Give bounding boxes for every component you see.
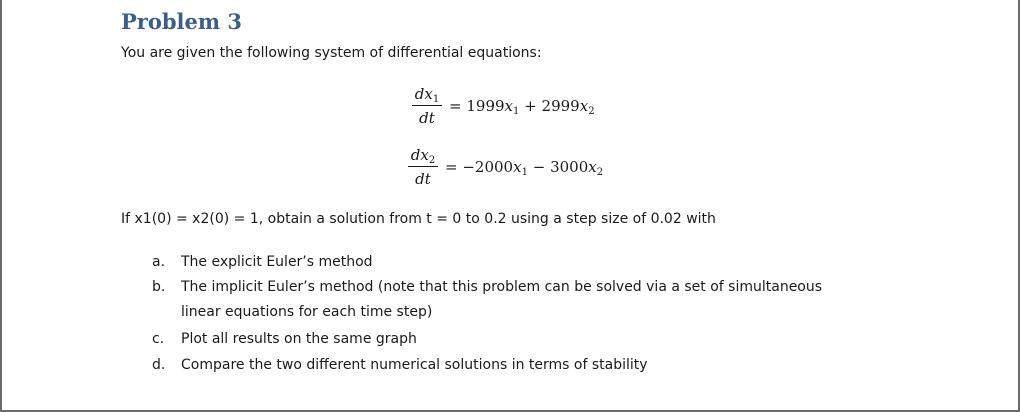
condition-text: If x1(0) = x2(0) = 1, obtain a solution from t = 0 to 0.2 using a step size of 0.02 with <box>121 211 716 227</box>
list-item-text: The explicit Euler’s method <box>181 254 373 270</box>
list-marker: c. <box>152 331 165 347</box>
equation-1-numerator: $dx_1$ <box>414 85 440 105</box>
intro-text: You are given the following system of differential equations: <box>121 45 542 61</box>
list-marker: d. <box>152 357 166 373</box>
equation-2-rhs: = $-2000x_1 - 3000x_2$ <box>445 158 604 178</box>
list-marker: b. <box>152 279 166 295</box>
list-item-continuation: linear equations for each time step) <box>181 304 433 320</box>
list-item-text: Compare the two different numerical solutions in terms of stability <box>181 357 648 373</box>
fraction-bar <box>408 166 438 167</box>
fraction-bar <box>412 105 442 106</box>
equation-1-rhs: = $1999x_1 + 2999x_2$ <box>449 97 595 117</box>
equation-1-fraction <box>412 84 442 128</box>
equation-2-fraction <box>408 145 438 189</box>
list-item-text: The implicit Euler’s method (note that this problem can be solved via a set of simultaneous <box>181 279 823 295</box>
equation-2-denominator: dt <box>415 170 431 188</box>
list-item-text: Plot all results on the same graph <box>181 331 417 347</box>
page-left-border <box>0 0 2 412</box>
problem-title: Problem 3 <box>121 9 243 34</box>
equation-2-numerator: $dx_2$ <box>410 146 436 166</box>
equation-1-denominator: dt <box>419 109 435 127</box>
list-marker: a. <box>152 254 166 270</box>
